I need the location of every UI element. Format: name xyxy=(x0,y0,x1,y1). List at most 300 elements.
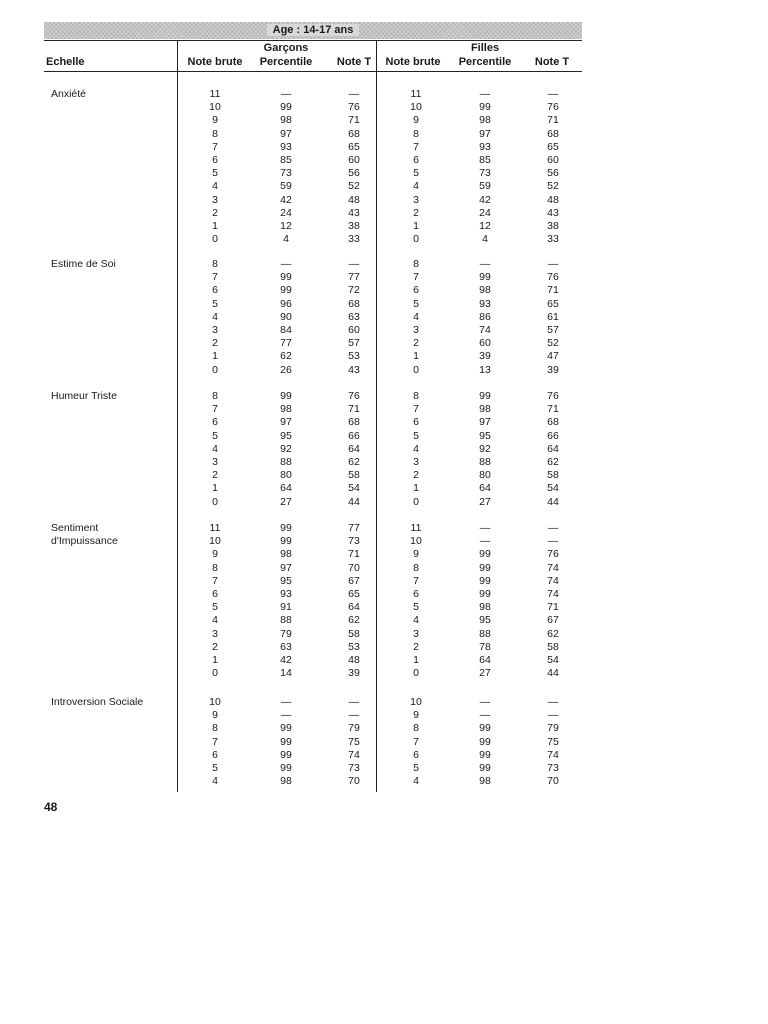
boys-note-t-cell: 63 xyxy=(348,310,360,323)
girls-note-t-cell: 52 xyxy=(547,337,559,350)
boys-percentile-cell: 99 xyxy=(280,390,292,402)
boys-note-brute-cell: 7 xyxy=(212,403,218,416)
girls-note-brute-cell: 0 xyxy=(413,233,419,246)
girls-note-t-cell: 52 xyxy=(547,180,559,193)
boys-note-brute-cell: 9 xyxy=(212,548,218,561)
boys-note-t-cell: 64 xyxy=(348,442,360,455)
boys-percentile-cell: 88 xyxy=(280,456,292,468)
boys-note-brute-cell: 5 xyxy=(212,167,218,180)
boys-percentile-cell: 97 xyxy=(280,561,292,574)
boys-note-t-cell: 68 xyxy=(348,297,360,310)
boys-note-brute-cell: 1 xyxy=(212,220,218,232)
girls-note-brute-cell: 4 xyxy=(413,180,419,193)
boys-note-brute-cell: 4 xyxy=(212,614,218,627)
girls-percentile-cell: 99 xyxy=(479,762,491,774)
girls-percentile-cell: 99 xyxy=(479,561,491,574)
boys-note-t-cell: 74 xyxy=(348,748,360,761)
girls-note-t-cell: 76 xyxy=(547,390,559,402)
boys-percentile-cell: 59 xyxy=(280,180,292,193)
boys-percentile-cell: 80 xyxy=(280,469,292,482)
girls-note-brute-cell: 8 xyxy=(413,722,419,735)
boys-note-brute-cell: 8 xyxy=(212,127,218,140)
boys-note-brute-cell: 7 xyxy=(212,140,218,153)
girls-percentile-cell: — xyxy=(479,709,491,722)
boys-note-brute-cell: 10 xyxy=(209,535,221,548)
girls-note-t-cell: 71 xyxy=(547,403,559,416)
boys-note-t-cell: 68 xyxy=(348,416,360,429)
boys-note-t-cell: 38 xyxy=(348,220,360,232)
girls-note-t-cell: 76 xyxy=(547,101,559,114)
girls-note-brute-cell: 6 xyxy=(413,748,419,761)
girls-percentile-cell: 99 xyxy=(479,735,491,748)
scale-label: Estime de Soi xyxy=(51,258,116,270)
girls-note-t-cell: — xyxy=(547,258,559,270)
girls-percentile-cell: — xyxy=(479,88,491,100)
boys-percentile-cell: 99 xyxy=(280,735,292,748)
girls-percentile-cell: 42 xyxy=(479,193,491,206)
boys-note-brute-cell: 5 xyxy=(212,601,218,614)
echelle-header: Echelle xyxy=(46,56,85,68)
girls-percentile-cell: 80 xyxy=(479,469,491,482)
girls-note-brute-cell: 1 xyxy=(413,220,419,232)
girls-note-t-cell: 43 xyxy=(547,206,559,219)
girls-note-brute-cell: 3 xyxy=(413,627,419,640)
girls-percentile-cell: 95 xyxy=(479,429,491,442)
boys-note-t-cell: 54 xyxy=(348,482,360,495)
boys-note-brute-cell: 5 xyxy=(212,297,218,310)
girls-percentile-cell: 97 xyxy=(479,127,491,140)
page-title: Age : 14-17 ans xyxy=(267,24,360,36)
boys-note-brute-cell: 10 xyxy=(209,696,221,708)
girls-note-t-cell: 74 xyxy=(547,588,559,600)
girls-percentile-cell: 93 xyxy=(479,297,491,310)
boys-note-brute-cell: 7 xyxy=(212,574,218,587)
boys-percentile-cell: 27 xyxy=(280,495,292,508)
boys-percentile-cell: 99 xyxy=(280,271,292,284)
girls-percentile-cell: 27 xyxy=(479,495,491,508)
boys-note-t-cell: 52 xyxy=(348,180,360,193)
girls-note-brute-cell: 3 xyxy=(413,456,419,468)
girls-note-brute-cell: 8 xyxy=(413,561,419,574)
girls-note-t-cell: 65 xyxy=(547,297,559,310)
boys-percentile-cell: 99 xyxy=(280,748,292,761)
boys-note-t-cell: 39 xyxy=(348,667,360,680)
header-top-rule xyxy=(44,40,582,41)
girls-percentile-cell: 27 xyxy=(479,667,491,680)
boys-note-brute-cell: 8 xyxy=(212,390,218,402)
girls-note-brute-cell: 9 xyxy=(413,709,419,722)
girls-percentile-cell: 99 xyxy=(479,101,491,114)
girls-percentile-cell: 86 xyxy=(479,310,491,323)
boys-note-t-cell: 43 xyxy=(348,206,360,219)
girls-note-brute-cell: 6 xyxy=(413,154,419,166)
boys-note-t-cell: 56 xyxy=(348,167,360,180)
boys-percentile-cell: 97 xyxy=(280,127,292,140)
boys-note-t-cell: 65 xyxy=(348,588,360,600)
boys-note-brute-cell: 11 xyxy=(209,88,221,100)
girls-percentile-cell: — xyxy=(479,522,491,534)
boys-note-brute-cell: 8 xyxy=(212,561,218,574)
girls-note-brute-cell: 4 xyxy=(413,775,419,788)
boys-note-brute-cell: 5 xyxy=(212,429,218,442)
girls-note-t-cell: — xyxy=(547,696,559,708)
girls-note-brute-cell: 5 xyxy=(413,601,419,614)
girls-note-t-cell: 54 xyxy=(547,654,559,666)
title-banner xyxy=(44,22,582,39)
girls-note-brute-cell: 7 xyxy=(413,140,419,153)
boys-note-t-cell: 68 xyxy=(348,127,360,140)
boys-note-brute-cell: 6 xyxy=(212,588,218,600)
girls-percentile-cell: 12 xyxy=(479,220,491,232)
girls-percentile-cell: 60 xyxy=(479,337,491,350)
boys-note-brute-cell: 4 xyxy=(212,775,218,788)
boys-note-t-cell: 53 xyxy=(348,350,360,363)
boys-percentile-cell: 99 xyxy=(280,101,292,114)
girls-note-t-cell: 71 xyxy=(547,601,559,614)
boys-note-t-cell: — xyxy=(348,709,360,722)
girls-note-brute-cell: 9 xyxy=(413,114,419,127)
boys-percentile-cell: — xyxy=(280,709,292,722)
girls-note-t-cell: 76 xyxy=(547,548,559,561)
girls-note-brute-cell: 4 xyxy=(413,310,419,323)
girls-note-t-cell: 60 xyxy=(547,154,559,166)
girls-note-t-cell: 75 xyxy=(547,735,559,748)
boys-percentile-cell: — xyxy=(280,696,292,708)
boys-percentile-cell: 92 xyxy=(280,442,292,455)
girls-percentile-cell: 99 xyxy=(479,548,491,561)
boys-note-t-cell: — xyxy=(348,696,360,708)
boys-note-t-cell: 53 xyxy=(348,640,360,653)
girls-percentile-header: Percentile xyxy=(458,56,512,68)
girls-percentile-cell: 24 xyxy=(479,206,491,219)
boys-note-brute-cell: 4 xyxy=(212,180,218,193)
boys-percentile-cell: 98 xyxy=(280,775,292,788)
girls-note-brute-cell: 7 xyxy=(413,574,419,587)
boys-note-t-cell: 57 xyxy=(348,337,360,350)
boys-note-t-cell: 76 xyxy=(348,390,360,402)
boys-percentile-cell: 14 xyxy=(280,667,292,680)
column-divider-left xyxy=(177,40,178,792)
boys-percentile-header: Percentile xyxy=(259,56,313,68)
girls-note-t-cell: 68 xyxy=(547,127,559,140)
girls-percentile-cell: 99 xyxy=(479,748,491,761)
girls-note-t-cell: 74 xyxy=(547,561,559,574)
girls-note-t-cell: 62 xyxy=(547,627,559,640)
girls-note-brute-cell: 2 xyxy=(413,469,419,482)
girls-note-t-cell: 74 xyxy=(547,748,559,761)
scale-label: Anxiété xyxy=(51,88,87,100)
boys-note-brute-cell: 6 xyxy=(212,284,218,297)
girls-note-brute-cell: 4 xyxy=(413,442,419,455)
boys-percentile-cell: 99 xyxy=(280,535,292,548)
girls-note-t-cell: 47 xyxy=(547,350,559,363)
girls-note-brute-cell: 4 xyxy=(413,614,419,627)
girls-note-brute-cell: 6 xyxy=(413,416,419,429)
boys-note-t-cell: 43 xyxy=(348,363,360,376)
girls-percentile-cell: 88 xyxy=(479,456,491,468)
girls-note-brute-cell: 0 xyxy=(413,667,419,680)
girls-note-brute-cell: 1 xyxy=(413,350,419,363)
boys-note-t-cell: 64 xyxy=(348,601,360,614)
girls-percentile-cell: 92 xyxy=(479,442,491,455)
girls-note-brute-cell: 5 xyxy=(413,762,419,774)
boys-note-brute-cell: 1 xyxy=(212,350,218,363)
girls-note-t-cell: 57 xyxy=(547,324,559,336)
girls-note-brute-cell: 8 xyxy=(413,390,419,402)
girls-note-t-cell: — xyxy=(547,88,559,100)
girls-note-brute-cell: 7 xyxy=(413,735,419,748)
boys-note-brute-cell: 6 xyxy=(212,154,218,166)
boys-percentile-cell: 62 xyxy=(280,350,292,363)
girls-note-t-cell: 58 xyxy=(547,469,559,482)
boys-note-t-cell: 75 xyxy=(348,735,360,748)
girls-note-brute-cell: 11 xyxy=(410,522,422,534)
scale-label: d'Impuissance xyxy=(51,535,118,548)
boys-note-t-header: Note T xyxy=(336,56,372,68)
girls-group-header: Filles xyxy=(470,42,500,54)
girls-note-t-cell: 33 xyxy=(547,233,559,246)
boys-note-brute-cell: 0 xyxy=(212,495,218,508)
boys-percentile-cell: 64 xyxy=(280,482,292,495)
boys-note-t-cell: 60 xyxy=(348,324,360,336)
page-number: 48 xyxy=(44,800,58,814)
girls-percentile-cell: 73 xyxy=(479,167,491,180)
boys-percentile-cell: 63 xyxy=(280,640,292,653)
boys-note-t-cell: 58 xyxy=(348,627,360,640)
boys-percentile-cell: 97 xyxy=(280,416,292,429)
boys-note-t-cell: 58 xyxy=(348,469,360,482)
boys-percentile-cell: 85 xyxy=(280,154,292,166)
girls-note-brute-cell: 7 xyxy=(413,403,419,416)
boys-percentile-cell: 91 xyxy=(280,601,292,614)
boys-note-t-cell: 48 xyxy=(348,193,360,206)
boys-note-brute-cell: 0 xyxy=(212,363,218,376)
boys-percentile-cell: 96 xyxy=(280,297,292,310)
girls-note-t-cell: 61 xyxy=(547,310,559,323)
girls-note-t-cell: 48 xyxy=(547,193,559,206)
boys-note-brute-cell: 8 xyxy=(212,258,218,270)
girls-percentile-cell: — xyxy=(479,258,491,270)
girls-percentile-cell: 64 xyxy=(479,482,491,495)
boys-percentile-cell: 42 xyxy=(280,654,292,666)
girls-percentile-cell: 93 xyxy=(479,140,491,153)
girls-note-t-cell: 56 xyxy=(547,167,559,180)
girls-note-t-cell: 65 xyxy=(547,140,559,153)
girls-note-t-cell: 39 xyxy=(547,363,559,376)
girls-note-brute-cell: 2 xyxy=(413,337,419,350)
girls-percentile-cell: 59 xyxy=(479,180,491,193)
boys-note-t-cell: 60 xyxy=(348,154,360,166)
boys-percentile-cell: 93 xyxy=(280,588,292,600)
boys-percentile-cell: 73 xyxy=(280,167,292,180)
boys-note-brute-cell: 7 xyxy=(212,271,218,284)
boys-note-t-cell: 70 xyxy=(348,561,360,574)
girls-note-brute-cell: 0 xyxy=(413,495,419,508)
boys-note-t-cell: 73 xyxy=(348,535,360,548)
girls-note-t-header: Note T xyxy=(534,56,570,68)
girls-note-t-cell: 54 xyxy=(547,482,559,495)
boys-note-t-cell: 44 xyxy=(348,495,360,508)
girls-note-brute-cell: 5 xyxy=(413,297,419,310)
boys-note-brute-cell: 9 xyxy=(212,709,218,722)
girls-percentile-cell: 85 xyxy=(479,154,491,166)
boys-note-brute-cell: 2 xyxy=(212,640,218,653)
scale-label: Introversion Sociale xyxy=(51,696,144,708)
girls-note-t-cell: 44 xyxy=(547,667,559,680)
boys-note-brute-cell: 6 xyxy=(212,748,218,761)
girls-note-t-cell: 38 xyxy=(547,220,559,232)
boys-note-brute-cell: 3 xyxy=(212,456,218,468)
girls-note-t-cell: 67 xyxy=(547,614,559,627)
girls-note-t-cell: 64 xyxy=(547,442,559,455)
girls-percentile-cell: 78 xyxy=(479,640,491,653)
boys-note-t-cell: 71 xyxy=(348,403,360,416)
boys-percentile-cell: 88 xyxy=(280,614,292,627)
boys-percentile-cell: 98 xyxy=(280,114,292,127)
boys-note-t-cell: 79 xyxy=(348,722,360,735)
boys-percentile-cell: 93 xyxy=(280,140,292,153)
girls-note-t-cell: 68 xyxy=(547,416,559,429)
boys-percentile-cell: 99 xyxy=(280,284,292,297)
boys-note-t-cell: 33 xyxy=(348,233,360,246)
girls-percentile-cell: — xyxy=(479,535,491,548)
boys-note-brute-cell: 2 xyxy=(212,469,218,482)
boys-note-brute-cell: 3 xyxy=(212,324,218,336)
girls-note-brute-cell: 6 xyxy=(413,588,419,600)
boys-note-brute-cell: 0 xyxy=(212,667,218,680)
boys-note-t-cell: 66 xyxy=(348,429,360,442)
girls-percentile-cell: 98 xyxy=(479,775,491,788)
boys-note-brute-cell: 11 xyxy=(209,522,221,534)
girls-note-brute-cell: 10 xyxy=(410,101,422,114)
girls-note-brute-cell: 6 xyxy=(413,284,419,297)
girls-note-brute-header: Note brute xyxy=(385,56,441,68)
boys-note-t-cell: 62 xyxy=(348,614,360,627)
boys-percentile-cell: 84 xyxy=(280,324,292,336)
girls-note-brute-cell: 9 xyxy=(413,548,419,561)
boys-percentile-cell: 98 xyxy=(280,548,292,561)
girls-note-brute-cell: 5 xyxy=(413,429,419,442)
scale-label: Humeur Triste xyxy=(51,390,117,402)
boys-group-header: Garçons xyxy=(263,42,309,54)
girls-percentile-cell: 39 xyxy=(479,350,491,363)
boys-percentile-cell: — xyxy=(280,258,292,270)
boys-percentile-cell: 99 xyxy=(280,522,292,534)
boys-percentile-cell: 12 xyxy=(280,220,292,232)
girls-percentile-cell: 64 xyxy=(479,654,491,666)
girls-note-t-cell: — xyxy=(547,535,559,548)
boys-percentile-cell: 79 xyxy=(280,627,292,640)
girls-percentile-cell: 74 xyxy=(479,324,491,336)
girls-note-t-cell: 62 xyxy=(547,456,559,468)
girls-note-brute-cell: 10 xyxy=(410,696,422,708)
boys-note-t-cell: 48 xyxy=(348,654,360,666)
girls-note-t-cell: 74 xyxy=(547,574,559,587)
girls-note-brute-cell: 3 xyxy=(413,193,419,206)
girls-percentile-cell: 99 xyxy=(479,722,491,735)
scale-label: Sentiment xyxy=(51,522,99,534)
girls-note-brute-cell: 7 xyxy=(413,271,419,284)
girls-percentile-cell: 99 xyxy=(479,271,491,284)
boys-note-t-cell: — xyxy=(348,258,360,270)
boys-percentile-cell: 24 xyxy=(280,206,292,219)
boys-note-brute-cell: 0 xyxy=(212,233,218,246)
boys-note-brute-cell: 10 xyxy=(209,101,221,114)
boys-percentile-cell: 42 xyxy=(280,193,292,206)
girls-note-t-cell: — xyxy=(547,522,559,534)
boys-note-t-cell: 62 xyxy=(348,456,360,468)
girls-percentile-cell: 4 xyxy=(482,233,488,246)
boys-percentile-cell: 95 xyxy=(280,574,292,587)
girls-percentile-cell: 99 xyxy=(479,588,491,600)
boys-note-brute-cell: 9 xyxy=(212,114,218,127)
boys-note-t-cell: 71 xyxy=(348,114,360,127)
girls-note-brute-cell: 2 xyxy=(413,640,419,653)
boys-note-t-cell: 67 xyxy=(348,574,360,587)
boys-note-brute-cell: 6 xyxy=(212,416,218,429)
boys-percentile-cell: 26 xyxy=(280,363,292,376)
boys-note-brute-cell: 4 xyxy=(212,310,218,323)
boys-percentile-cell: — xyxy=(280,88,292,100)
boys-note-brute-cell: 5 xyxy=(212,762,218,774)
girls-percentile-cell: 98 xyxy=(479,403,491,416)
boys-percentile-cell: 98 xyxy=(280,403,292,416)
girls-note-t-cell: 58 xyxy=(547,640,559,653)
boys-note-t-cell: 73 xyxy=(348,762,360,774)
boys-note-brute-cell: 2 xyxy=(212,206,218,219)
boys-note-t-cell: 65 xyxy=(348,140,360,153)
girls-note-t-cell: — xyxy=(547,709,559,722)
girls-note-t-cell: 79 xyxy=(547,722,559,735)
boys-note-t-cell: 77 xyxy=(348,271,360,284)
girls-note-t-cell: 71 xyxy=(547,114,559,127)
girls-note-t-cell: 71 xyxy=(547,284,559,297)
girls-percentile-cell: 95 xyxy=(479,614,491,627)
boys-note-t-cell: 70 xyxy=(348,775,360,788)
girls-note-t-cell: 70 xyxy=(547,775,559,788)
girls-note-brute-cell: 11 xyxy=(410,88,422,100)
header-bottom-rule xyxy=(44,71,582,72)
boys-percentile-cell: 4 xyxy=(283,233,289,246)
boys-percentile-cell: 95 xyxy=(280,429,292,442)
girls-note-t-cell: 66 xyxy=(547,429,559,442)
boys-note-brute-cell: 1 xyxy=(212,654,218,666)
boys-note-t-cell: — xyxy=(348,88,360,100)
boys-note-brute-cell: 8 xyxy=(212,722,218,735)
boys-note-t-cell: 76 xyxy=(348,101,360,114)
girls-percentile-cell: 97 xyxy=(479,416,491,429)
boys-note-brute-cell: 3 xyxy=(212,627,218,640)
girls-percentile-cell: 98 xyxy=(479,114,491,127)
boys-note-t-cell: 71 xyxy=(348,548,360,561)
girls-percentile-cell: 99 xyxy=(479,390,491,402)
girls-percentile-cell: 13 xyxy=(479,363,491,376)
boys-note-brute-cell: 7 xyxy=(212,735,218,748)
girls-note-brute-cell: 8 xyxy=(413,258,419,270)
boys-note-brute-cell: 2 xyxy=(212,337,218,350)
girls-percentile-cell: 99 xyxy=(479,574,491,587)
boys-note-brute-cell: 1 xyxy=(212,482,218,495)
girls-note-brute-cell: 2 xyxy=(413,206,419,219)
girls-note-brute-cell: 1 xyxy=(413,654,419,666)
girls-note-brute-cell: 10 xyxy=(410,535,422,548)
boys-note-t-cell: 72 xyxy=(348,284,360,297)
girls-percentile-cell: 98 xyxy=(479,284,491,297)
girls-percentile-cell: 88 xyxy=(479,627,491,640)
girls-note-brute-cell: 0 xyxy=(413,363,419,376)
boys-note-brute-cell: 4 xyxy=(212,442,218,455)
girls-note-brute-cell: 3 xyxy=(413,324,419,336)
